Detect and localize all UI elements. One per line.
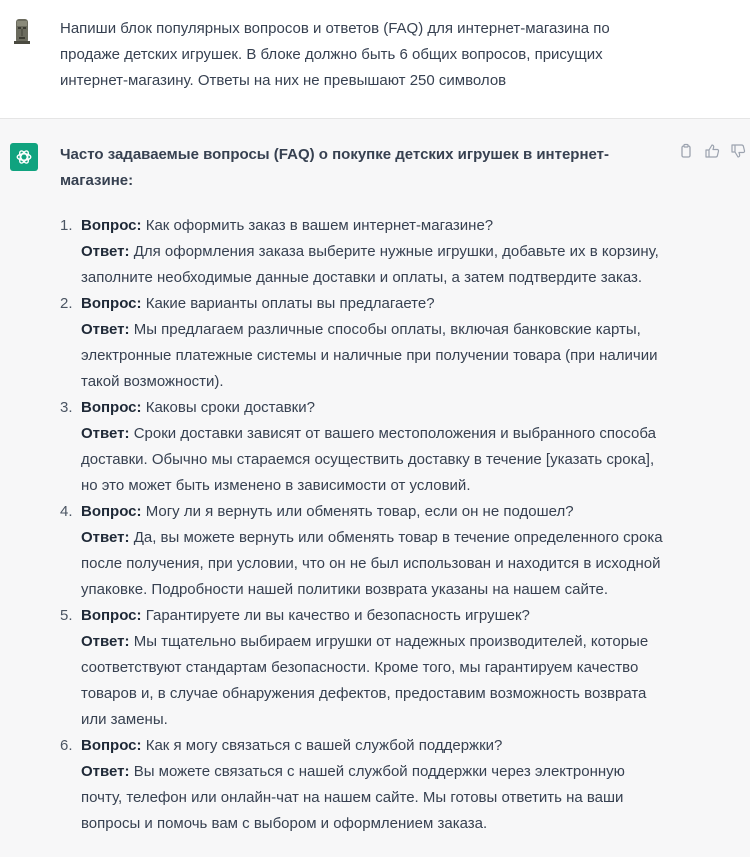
faq-question xyxy=(81,213,670,239)
answer-text-continued: но это может быть изменено в зависимости от условий. xyxy=(81,477,471,494)
answer-text: Мы тщательно выбираем игрушки от надежных производителей, которые xyxy=(133,633,649,650)
faq-question xyxy=(81,291,670,317)
faq-item xyxy=(60,291,670,395)
list-number: 3. xyxy=(60,399,73,416)
list-number: 5. xyxy=(60,607,73,624)
answer-text: Вы можете связаться с нашей службой поддержки через электронную xyxy=(133,763,625,780)
faq-item xyxy=(60,603,670,733)
answer-text-continued: вопросы и помочь вам с выбором и оформлением заказа. xyxy=(81,815,488,832)
list-number: 1. xyxy=(60,217,73,234)
user-message xyxy=(0,0,750,119)
question-label: Вопрос: xyxy=(81,295,142,312)
faq-item xyxy=(60,213,670,291)
answer-text-continued: заполните необходимые данные доставки и оплаты, а затем подтвердите заказ. xyxy=(81,269,643,286)
answer-text: Да, вы можете вернуть или обменять товар в течение определенного срока xyxy=(133,529,663,546)
answer-text-continued: или замены. xyxy=(81,711,168,728)
question-label: Вопрос: xyxy=(81,217,142,234)
faq-question xyxy=(81,395,670,421)
assistant-response xyxy=(60,142,670,837)
thumbs-down-icon[interactable] xyxy=(730,143,746,159)
faq-answer xyxy=(81,421,670,447)
faq-question xyxy=(81,733,670,759)
copy-icon[interactable] xyxy=(678,143,694,159)
question-text: Какие варианты оплаты вы предлагаете? xyxy=(145,295,435,312)
question-label: Вопрос: xyxy=(81,607,142,624)
answer-label: Ответ: xyxy=(81,529,130,546)
question-label: Вопрос: xyxy=(81,503,142,520)
list-number: 2. xyxy=(60,295,73,312)
answer-label: Ответ: xyxy=(81,633,130,650)
question-text: Могу ли я вернуть или обменять товар, если он не подошел? xyxy=(145,503,574,520)
faq-question xyxy=(81,603,670,629)
response-heading: Часто задаваемые вопросы (FAQ) о покупке детских игрушек в интернет- магазине: xyxy=(60,146,610,189)
answer-text-continued: такой возможности). xyxy=(81,373,224,390)
answer-text-continued: доставки. Обычно мы стараемся осуществить доставку в течение [указать срока], xyxy=(81,451,655,468)
faq-item xyxy=(60,395,670,499)
list-number: 4. xyxy=(60,503,73,520)
message-actions xyxy=(678,143,746,159)
question-label: Вопрос: xyxy=(81,737,142,754)
answer-text: Сроки доставки зависят от вашего местоположения и выбранного способа xyxy=(133,425,656,442)
moai-avatar-icon xyxy=(12,17,32,45)
answer-label: Ответ: xyxy=(81,425,130,442)
answer-label: Ответ: xyxy=(81,321,130,338)
question-text: Гарантируете ли вы качество и безопасность игрушек? xyxy=(145,607,530,624)
faq-answer xyxy=(81,317,670,343)
faq-list xyxy=(60,213,670,837)
thumbs-up-icon[interactable] xyxy=(704,143,720,159)
answer-text-continued: соответствуют стандартам безопасности. Кроме того, мы гарантируем качество xyxy=(81,659,639,676)
answer-text-continued: товаров и, в случае обнаружения дефектов, предоставим возможность возврата xyxy=(81,685,647,702)
faq-answer xyxy=(81,759,670,785)
answer-text-continued: почту, телефон или онлайн-чат на нашем сайте. Мы готовы ответить на ваши xyxy=(81,789,624,806)
answer-text: Для оформления заказа выберите нужные игрушки, добавьте их в корзину, xyxy=(133,243,659,260)
faq-answer xyxy=(81,239,670,265)
answer-text-continued: упаковке. Подробности нашей политики возврата указаны на нашем сайте. xyxy=(81,581,609,598)
list-number: 6. xyxy=(60,737,73,754)
question-label: Вопрос: xyxy=(81,399,142,416)
faq-question xyxy=(81,499,670,525)
answer-text-continued: электронные платежные системы и наличные при получении товара (при наличии xyxy=(81,347,658,364)
question-text: Как я могу связаться с вашей службой поддержки? xyxy=(145,737,503,754)
answer-label: Ответ: xyxy=(81,243,130,260)
answer-text-continued: после получения, при условии, что он не был использован и находится в исходной xyxy=(81,555,661,572)
answer-label: Ответ: xyxy=(81,763,130,780)
openai-logo-icon xyxy=(10,143,38,171)
faq-item xyxy=(60,733,670,837)
faq-item xyxy=(60,499,670,603)
faq-answer xyxy=(81,629,670,655)
question-text: Как оформить заказ в вашем интернет-магазине? xyxy=(145,217,494,234)
answer-text: Мы предлагаем различные способы оплаты, включая банковские карты, xyxy=(133,321,641,338)
user-prompt-text: Напиши блок популярных вопросов и ответов (FAQ) для интернет-магазина по продаже детских игрушек. В блоке должно быть 6 общих вопросов, присущих интернет-магазину. Ответы на них не превышают 250 символов xyxy=(60,20,610,89)
faq-answer xyxy=(81,525,670,551)
question-text: Каковы сроки доставки? xyxy=(145,399,315,416)
